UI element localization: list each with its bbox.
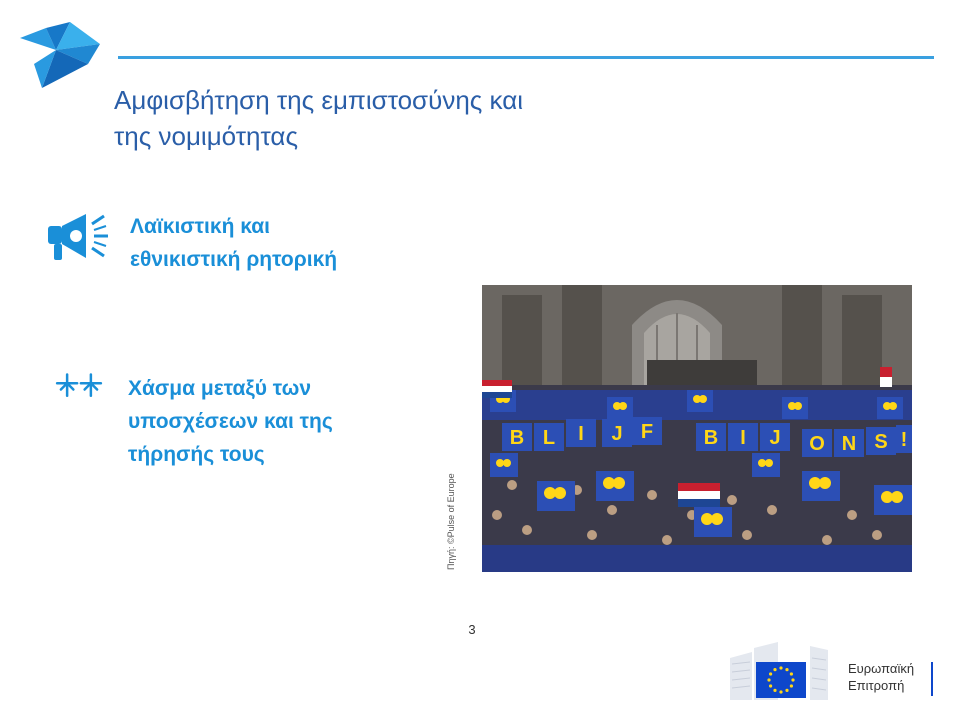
sign-letter: F [640, 421, 654, 443]
sign-letter: J [611, 423, 623, 445]
sign-letter: ! [900, 429, 908, 451]
sign-letter: L [542, 427, 556, 449]
bullet-line: εθνικιστική ρητορική [130, 248, 338, 271]
sign-letter: B [703, 427, 719, 449]
bullet-text [128, 372, 428, 471]
title-line-2: της νομιμότητας [114, 121, 298, 151]
bullet-promises-gap [40, 372, 428, 471]
sign-letter: J [769, 427, 781, 449]
bullet-line: τήρησής τους [128, 443, 265, 466]
ec-name-line-2: Επιτροπή [848, 678, 905, 693]
dove-logo-icon [18, 20, 104, 92]
ec-name [848, 660, 914, 694]
sign-letter: O [809, 433, 825, 455]
rally-photo [482, 285, 912, 572]
bullet-populist-rhetoric [44, 208, 420, 276]
ec-divider [931, 662, 933, 696]
page-number: 3 [468, 622, 476, 637]
megaphone-icon [44, 208, 118, 272]
broken-link-icon [40, 372, 118, 412]
sign-letter: N [841, 433, 857, 455]
sign-letter: I [578, 423, 584, 445]
bullet-line: υποσχέσεων και της [128, 410, 333, 433]
photo-credit: Πηγή: ©Pulse of Europe [446, 473, 456, 570]
bullet-text [130, 210, 420, 276]
title-rule [118, 56, 934, 59]
sign-letter: S [874, 431, 888, 453]
bullet-line: Χάσμα μεταξύ των [128, 377, 312, 400]
title-line-1: Αμφισβήτηση της εμπιστοσύνης και [114, 85, 524, 115]
sign-letter: B [509, 427, 525, 449]
slide-title [114, 82, 714, 154]
sign-letter: I [740, 427, 746, 449]
ec-name-line-1: Ευρωπαϊκή [848, 661, 915, 676]
bullet-line: Λαϊκιστική και [130, 215, 270, 238]
